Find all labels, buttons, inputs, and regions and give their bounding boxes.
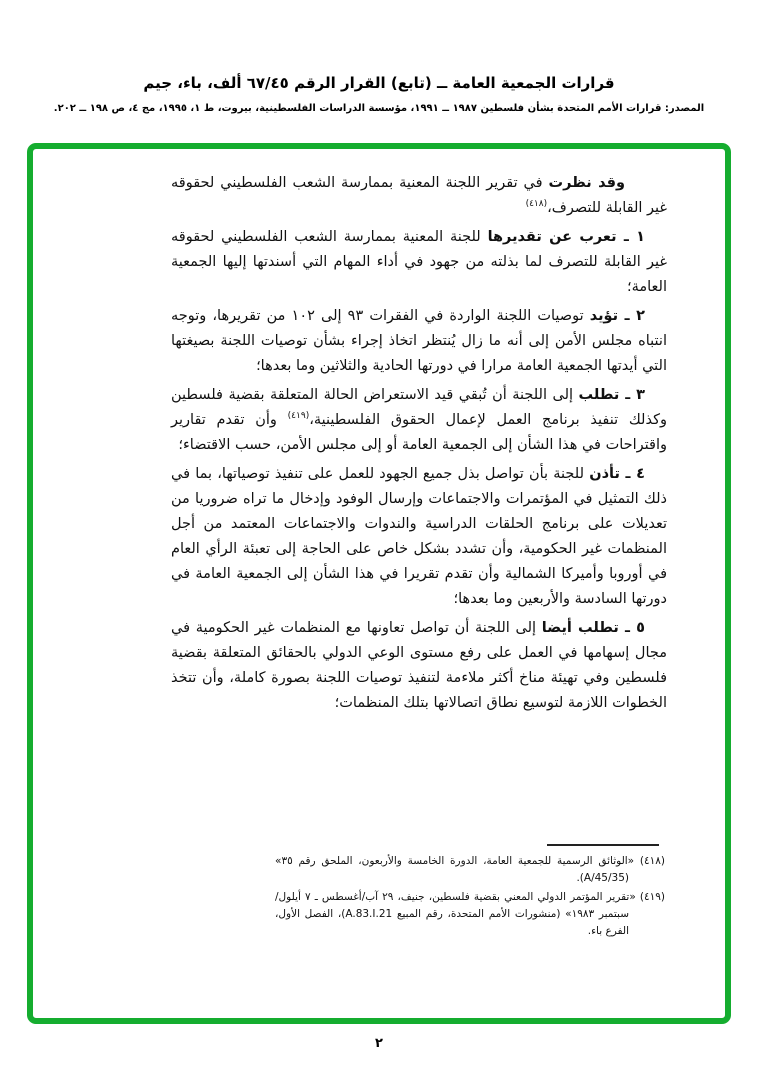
operative-verb: تؤيد (589, 308, 619, 324)
paragraph-text: إلى اللجنة أن تواصل تعاونها مع المنظمات غير الحكومية في مجال إسهامها في العمل على رفع مستوى الوعي الدولي بالحقائق المتعلقة بقضية فلسطين وفي تهيئة مناخ أكثر ملاءمة لتنفيذ توصيات اللجنة بصورة كاملة، وأن تتخذ الخطوات اللازمة لتوسيع نطاق اتصالاتها بتلك المنظمات؛ (171, 620, 667, 711)
footnote-418 (275, 853, 665, 887)
operative-paragraph-2 (171, 304, 667, 379)
footnote-label: (٤١٨) (634, 855, 666, 867)
document-header-title: قرارات الجمعية العامة ــ (تابع) القرار الرقم ٦٧/٤٥ ألف، باء، جيم (143, 74, 615, 92)
source-citation-line: المصدر: قرارات الأمم المتحدة بشأن فلسطين ١٩٨٧ ــ ١٩٩١، مؤسسة الدراسات الفلسطينية، بيروت، ط ١، ١٩٩٥، مج ٤، ص ١٩٨ ــ ٢٠٢. (53, 103, 705, 114)
footnote-label: (٤١٩) (635, 891, 666, 903)
paragraph-text: في تقرير اللجنة المعنية بممارسة الشعب الفلسطيني لحقوقه غير القابلة للتصرف، (171, 175, 667, 216)
footnote-ref-418: (٤١٨) (525, 199, 548, 210)
paragraph-number: ٤ ـ (619, 466, 645, 482)
paragraph-number: ١ ـ (616, 229, 645, 245)
operative-paragraph-4 (171, 462, 667, 612)
paragraph-number: ٥ ـ (618, 620, 645, 636)
paragraph-text: وأن تقدم تقارير واقتراحات في هذا الشأن إلى الجمعية العامة أو إلى مجلس الأمن، حسب الاقتضاء؛ (171, 412, 667, 453)
footnote-ref-419: (٤١٩) (287, 411, 310, 422)
paragraph-number: ٣ ـ (619, 387, 645, 403)
footnote-419 (275, 889, 665, 940)
operative-paragraph-5 (171, 616, 667, 716)
paragraph-text: إلى اللجنة أن تُبقي قيد الاستعراض الحالة المتعلقة بقضية فلسطين وكذلك تنفيذ برنامج العمل لإعمال الحقوق الفلسطينية، (171, 387, 667, 428)
footnotes-section (275, 844, 665, 942)
preamble-paragraph (171, 171, 667, 221)
paragraph-number: ٢ ـ (618, 308, 645, 324)
operative-verb: تطلب (578, 387, 620, 403)
operative-verb: تطلب أيضا (541, 620, 619, 636)
operative-paragraph-1 (171, 225, 667, 300)
footnote-separator (547, 844, 659, 846)
paragraph-text: توصيات اللجنة الواردة في الفقرات ٩٣ إلى ١٠٢ من تقريرها، وتوجه انتباه مجلس الأمن إلى أنه ما زال يُنتظر اتخاذ إجراء بشأن توصيات اللجنة بصيغتها التي أيدتها الجمعية العامة مرارا في دورتها الحادية والثلاثين وما بعدها؛ (171, 308, 667, 374)
preamble-verb: وقد نظرت (548, 175, 625, 191)
page-number: ٢ (375, 1036, 383, 1051)
operative-verb: تأذن (589, 466, 620, 482)
operative-verb: تعرب عن تقديرها (487, 229, 617, 245)
paragraph-text: للجنة بأن تواصل بذل جميع الجهود للعمل على تنفيذ توصياتها، بما في ذلك التمثيل في المؤتمرات والاجتماعات وإرسال الوفود وإدخال ما تراه ضروريا من تعديلات على برنامج الحلقات الدراسية والندوات والاجتماعات المعتمد من أجل المنظمات غير الحكومية، وأن تشدد بشكل خاص على الحاجة إلى تعبئة الرأي العام في أوروبا وأميركا الشمالية وأن تقدم تقريرا في هذا الشأن إلى الجمعية العامة في دورتها السادسة والأربعين وما بعدها؛ (171, 466, 667, 607)
operative-paragraph-3 (171, 383, 667, 458)
footnote-text: «تقرير المؤتمر الدولي المعني بقضية فلسطين، جنيف، ٢٩ آب/أغسطس ـ ٧ أيلول/سبتمبر ١٩٨٣» (منشورات الأمم المتحدة، رقم المبيع A.83.I.21)، الفصل الأول، الفرع باء. (275, 891, 636, 937)
paragraph-text: للجنة المعنية بممارسة الشعب الفلسطيني لحقوقه غير القابلة للتصرف لما بذلته من جهود في أداء المهام التي أسندتها إليها الجمعية العامة؛ (171, 229, 667, 295)
footnote-text: «الوثائق الرسمية للجمعية العامة، الدورة الخامسة والأربعون، الملحق رقم ٣٥» (A/45/35). (275, 855, 635, 884)
resolution-body (171, 171, 667, 720)
